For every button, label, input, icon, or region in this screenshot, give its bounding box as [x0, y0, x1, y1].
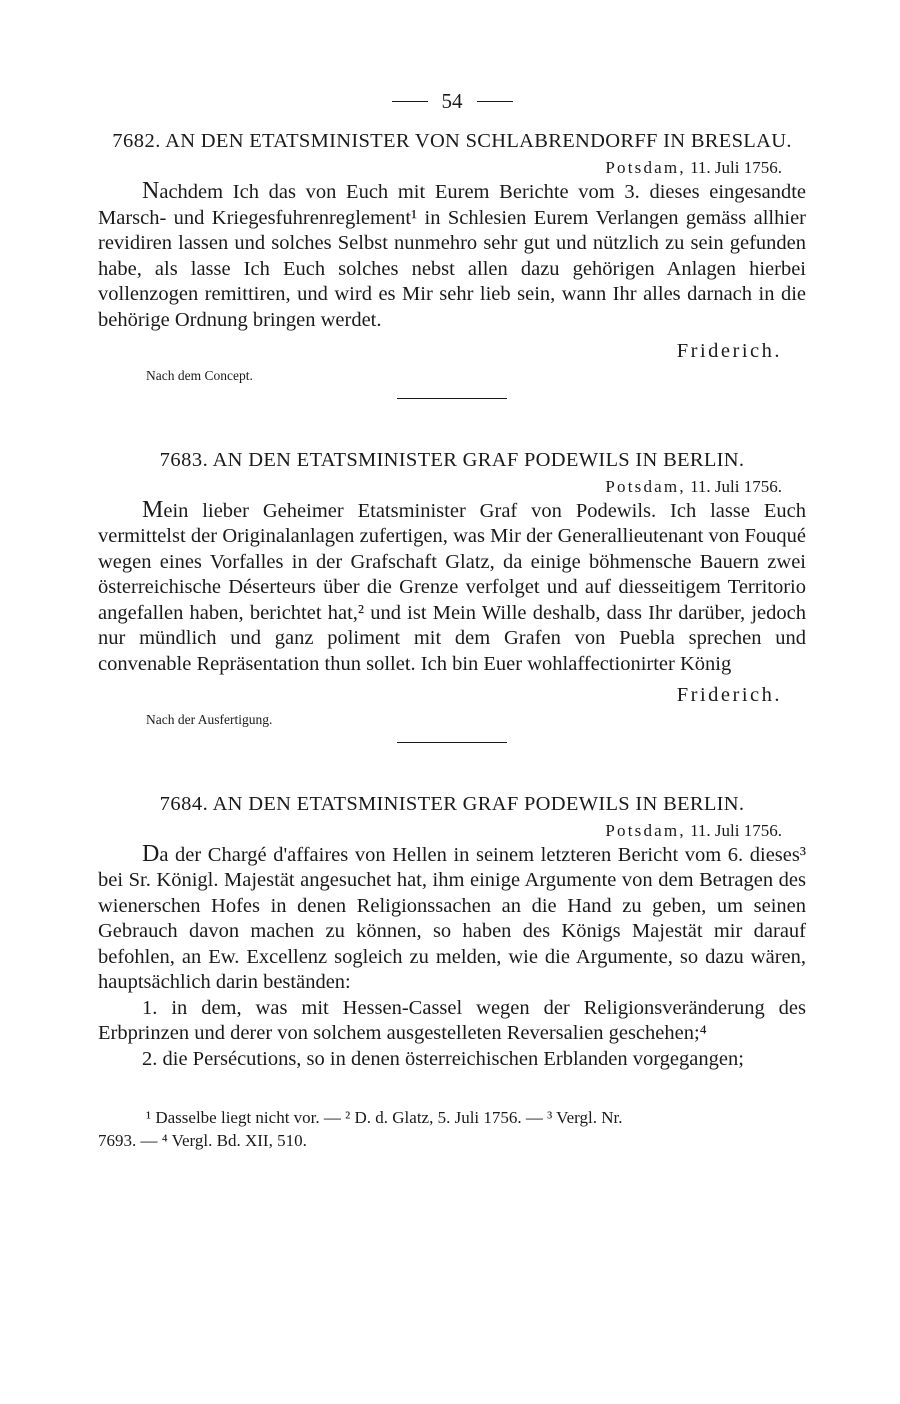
letter-date: 11. Juli 1756. [690, 820, 782, 840]
letter-place: Potsdam, [605, 158, 686, 177]
letter-body-text: a der Chargé d'affaires von Hellen in seinem letzteren Bericht vom 6. dieses³ bei Sr. Königl. Majestät angesuchet hat, ihm einige Argumente von dem Betragen des wienerschen Hofes in denen Religionssachen an die Hand zu geben, um seinen Gebrauch davon machen zu können, so haben des Königs Majestät mir darauf befohlen, an Ew. Excellenz sogleich zu melden, wie die Argumente, so dazu wären, hauptsächlich darin beständen: [98, 843, 806, 993]
letter-place: Potsdam, [605, 476, 686, 496]
letter-title: AN DEN ETATSMINISTER VON SCHLABRENDORFF IN BRESLAU. [165, 130, 792, 152]
letter-7684 [98, 793, 806, 1073]
page [98, 88, 806, 1152]
letter-closing [98, 333, 806, 365]
letter-7683 [98, 449, 806, 743]
letter-signature: Friderich. [676, 684, 782, 706]
letter-source-note: Nach dem Concept. [146, 367, 253, 383]
letter-body [98, 842, 806, 996]
page-header [98, 88, 806, 114]
letter-heading [98, 130, 806, 153]
initial-letter: M [142, 496, 164, 523]
initial-letter: N [142, 178, 160, 204]
letter-title: AN DEN ETATSMINISTER GRAF PODEWILS IN BERLIN. [212, 792, 745, 815]
letter-date: 11. Juli 1756. [690, 476, 782, 496]
letter-date: 11. Juli 1756. [690, 158, 782, 177]
initial-letter: D [142, 840, 160, 867]
letter-place: Potsdam, [605, 820, 686, 840]
letter-dateline [98, 476, 806, 498]
letter-body-text: ein lieber Geheimer Etatsminister Graf von Podewils. Ich lasse Euch vermittelst der Originalanlagen zufertigen, was Mir der Generallieutenant von Fouqué wegen eines Vorfalles in der Grafschaft Glatz, da einige böhmensche Bauern zwei österreichische Déserteurs über die Grenze verfolget und auf diesseitigem Territorio angefallen haben, berichtet hat,² und ist Mein Wille deshalb, dass Ihr darüber, jedoch nur mündlich und ganz poliment mit dem Grafen von Puebla sprechen und convenable Repräsentation thun sollet. Ich bin Euer wohlaffectionirter König [98, 499, 806, 675]
header-dash-left [392, 101, 428, 102]
letter-heading [98, 449, 806, 472]
footnote-line: ¹ Dasselbe liegt nicht vor. — ² D. d. Glatz, 5. Juli 1756. — ³ Vergl. Nr. [146, 1108, 623, 1127]
letter-source-note: Nach der Ausfertigung. [146, 711, 273, 727]
page-number: 54 [441, 89, 463, 113]
letter-body [98, 498, 806, 678]
letter-heading [98, 793, 806, 816]
letter-7682 [98, 130, 806, 399]
letter-title: AN DEN ETATSMINISTER GRAF PODEWILS IN BERLIN. [212, 448, 745, 471]
letter-body-text: achdem Ich das von Euch mit Eurem Berichte vom 3. dieses eingesandte Marsch- und Kriegesfuhrenreglement¹ in Schlesien Eurem Verlangen gemäss allhier revidiren lassen und solches Selbst nunmehro sehr gut und nützlich zu sein gefunden habe, als lasse Ich Euch solches nebst allen dazu gehörigen Anlagen hierbei vollenzogen remittiren, und wird es Mir sehr lieb sein, wann Ihr alles darnach in die behörige Ordnung bringen werdet. [98, 181, 806, 331]
letter-body [98, 179, 806, 333]
list-item: 1. in dem, was mit Hessen-Cassel wegen der Religionsveränderung des Erbprinzen und derer von solchem ausgestelleten Reversalien geschehen;⁴ [98, 996, 806, 1044]
letter-dateline [98, 820, 806, 842]
letter-closing [98, 677, 806, 709]
list-item: 2. die Persécutions, so in denen österreichischen Erblanden vorgegangen; [142, 1047, 744, 1070]
letter-number: 7682. [112, 130, 161, 152]
footnotes [98, 1106, 806, 1152]
letter-dateline [98, 157, 806, 179]
header-dash-right [477, 101, 513, 102]
letter-number: 7683. [159, 448, 209, 471]
letter-number: 7684. [159, 792, 209, 815]
letter-signature: Friderich. [676, 340, 782, 362]
footnote-line: 7693. — ⁴ Vergl. Bd. XII, 510. [98, 1131, 307, 1150]
